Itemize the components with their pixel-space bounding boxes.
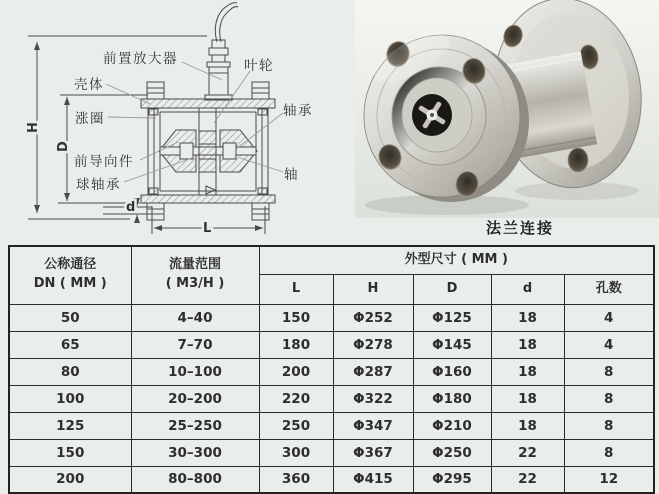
cell-dn: 125 (9, 412, 131, 439)
table-row (9, 439, 654, 466)
cell-l: 360 (259, 466, 333, 493)
cell-h: Φ367 (333, 439, 413, 466)
label-shaft: 轴 (284, 167, 299, 183)
header-dim-d-big: D (413, 274, 491, 304)
header-dim-l: L (259, 274, 333, 304)
header-flow-range (131, 246, 259, 304)
header-flow-range-line2: ( M3/H ) (165, 276, 225, 292)
header-nominal-diameter-line2: DN ( MM ) (33, 276, 107, 292)
cell-h: Φ252 (333, 304, 413, 331)
header-hole-count: 孔数 (564, 274, 654, 304)
cell-d-small: 18 (491, 412, 564, 439)
cell-l: 300 (259, 439, 333, 466)
cell-d-small: 18 (491, 385, 564, 412)
cell-d-big: Φ210 (413, 412, 491, 439)
cell-l: 150 (259, 304, 333, 331)
cell-d-big: Φ145 (413, 331, 491, 358)
cell-flow: 4–40 (131, 304, 259, 331)
cell-d-big: Φ180 (413, 385, 491, 412)
expansion-ring-bottom-left (149, 188, 158, 194)
label-bearing: 轴承 (283, 103, 313, 119)
dim-label-h: H (26, 122, 41, 133)
cell-holes: 12 (564, 466, 654, 493)
cell-d-small: 18 (491, 331, 564, 358)
spec-table (8, 245, 655, 494)
ball-bearing-left (180, 143, 193, 159)
cell-dn: 65 (9, 331, 131, 358)
header-outline-dimensions: 外型尺寸 ( MM ) (259, 246, 654, 274)
cell-d-small: 22 (491, 466, 564, 493)
cell-holes: 4 (564, 304, 654, 331)
cell-d-small: 18 (491, 304, 564, 331)
cell-h: Φ415 (333, 466, 413, 493)
label-expansion-ring: 涨圈 (75, 111, 105, 127)
header-nominal-diameter (9, 246, 131, 304)
flowmeter-cross-section-diagram (0, 0, 360, 245)
cell-flow: 20–200 (131, 385, 259, 412)
cell-l: 200 (259, 358, 333, 385)
cell-dn: 50 (9, 304, 131, 331)
dim-label-d-small: d (126, 200, 136, 215)
expansion-ring-bottom-right (258, 188, 267, 194)
impeller-hub (199, 131, 216, 172)
cell-l: 180 (259, 331, 333, 358)
cell-holes: 4 (564, 331, 654, 358)
cell-d-big: Φ160 (413, 358, 491, 385)
preamplifier-body (205, 40, 232, 100)
cell-h: Φ322 (333, 385, 413, 412)
back-bolt-hole-3 (568, 148, 588, 172)
flowmeter-photo (355, 0, 659, 220)
cell-flow: 80–800 (131, 466, 259, 493)
cell-d-big: Φ250 (413, 439, 491, 466)
table-row (9, 304, 654, 331)
header-dim-d-small: d (491, 274, 564, 304)
ball-bearing-right (223, 143, 236, 159)
expansion-ring-top-left (149, 109, 158, 115)
cell-holes: 8 (564, 412, 654, 439)
label-ball-bearing: 球轴承 (76, 177, 121, 193)
table-row (9, 466, 654, 493)
cell-dn: 150 (9, 439, 131, 466)
cell-flow: 25–250 (131, 412, 259, 439)
label-housing: 壳体 (74, 77, 104, 93)
label-preamplifier: 前置放大器 (103, 51, 178, 67)
table-row (9, 412, 654, 439)
cell-flow: 7–70 (131, 331, 259, 358)
cell-h: Φ287 (333, 358, 413, 385)
header-dim-h: H (333, 274, 413, 304)
photo-caption: 法兰连接 (485, 219, 554, 237)
header-nominal-diameter-line1: 公称通径 (44, 257, 97, 273)
cell-d-big: Φ125 (413, 304, 491, 331)
cell-flow: 10–100 (131, 358, 259, 385)
expansion-ring-top-right (258, 109, 267, 115)
cell-d-big: Φ295 (413, 466, 491, 493)
cell-d-small: 18 (491, 358, 564, 385)
cell-dn: 200 (9, 466, 131, 493)
label-front-guide: 前导向件 (74, 154, 134, 170)
cell-dn: 100 (9, 385, 131, 412)
cell-h: Φ347 (333, 412, 413, 439)
cell-flow: 30–300 (131, 439, 259, 466)
cell-holes: 8 (564, 358, 654, 385)
cell-l: 250 (259, 412, 333, 439)
cell-holes: 8 (564, 385, 654, 412)
dim-label-d-big: D (56, 141, 71, 152)
table-row (9, 358, 654, 385)
label-impeller: 叶轮 (244, 58, 274, 74)
header-flow-range-line1: 流量范围 (168, 257, 221, 273)
cell-holes: 8 (564, 439, 654, 466)
cell-l: 220 (259, 385, 333, 412)
cell-h: Φ278 (333, 331, 413, 358)
cell-d-small: 22 (491, 439, 564, 466)
cell-dn: 80 (9, 358, 131, 385)
dim-label-l: L (203, 221, 212, 236)
table-row (9, 331, 654, 358)
table-row (9, 385, 654, 412)
cable (215, 3, 238, 42)
